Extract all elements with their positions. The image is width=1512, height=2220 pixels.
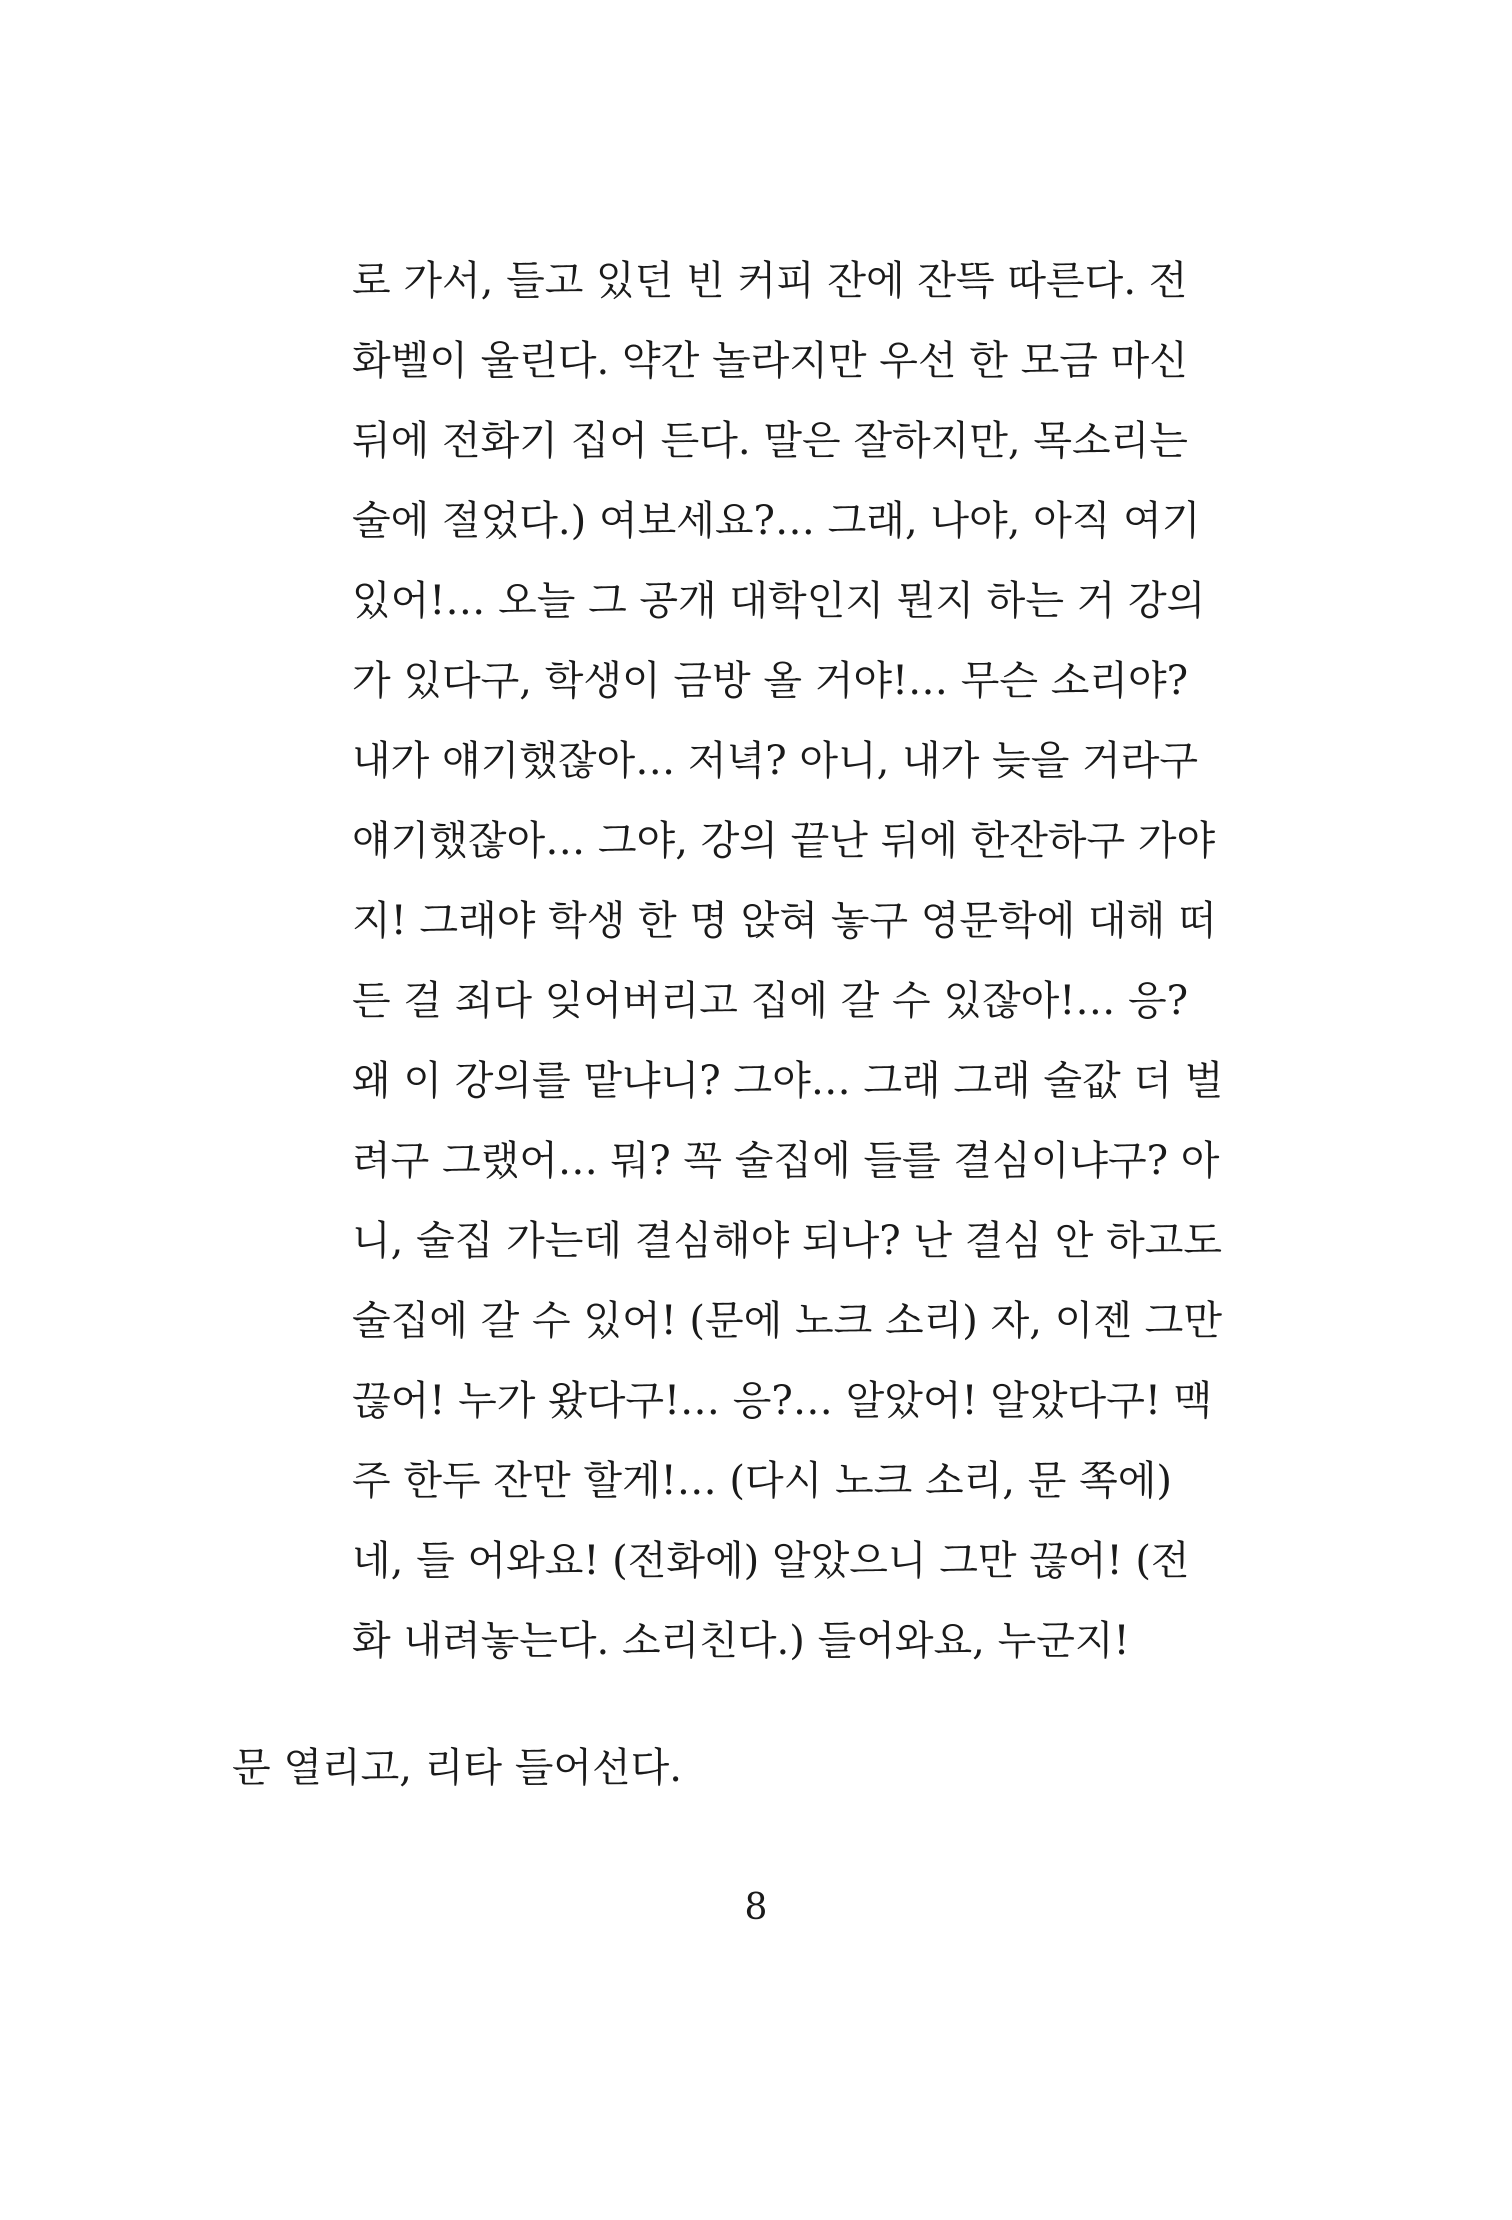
text-line: 얘기했잖아… 그야, 강의 끝난 뒤에 한잔하구 가야 <box>352 818 1216 864</box>
text-line: 려구 그랬어… 뭐? 꼭 술집에 들를 결심이냐구? 아 <box>352 1138 1220 1184</box>
text-line: 가 있다구, 학생이 금방 올 거야!… 무슨 소리야? <box>352 658 1189 704</box>
text-line: 술에 절었다.) 여보세요?… 그래, 나야, 아직 여기 <box>352 498 1201 544</box>
text-line: 네, 들 어와요! (전화에) 알았으니 그만 끊어! (전 <box>352 1538 1190 1584</box>
text-line: 로 가서, 들고 있던 빈 커피 잔에 잔뜩 따른다. 전 <box>352 258 1188 304</box>
text-line: 지! 그래야 학생 한 명 앉혀 놓구 영문학에 대해 떠 <box>352 898 1217 944</box>
text-line: 술집에 갈 수 있어! (문에 노크 소리) 자, 이젠 그만 <box>352 1298 1222 1344</box>
stage-direction: 문 열리고, 리타 들어선다. <box>232 1745 682 1791</box>
dialogue-paragraph <box>352 241 1224 1681</box>
page-number: 8 <box>744 1887 768 1928</box>
text-line: 주 한두 잔만 할게!… (다시 노크 소리, 문 쪽에) <box>352 1458 1172 1504</box>
text-line: 내가 얘기했잖아… 저녁? 아니, 내가 늦을 거라구 <box>352 738 1198 784</box>
text-line: 화 내려놓는다. 소리친다.) 들어와요, 누군지! <box>352 1618 1130 1664</box>
text-line: 뒤에 전화기 집어 든다. 말은 잘하지만, 목소리는 <box>352 418 1188 464</box>
text-line: 있어!… 오늘 그 공개 대학인지 뭔지 하는 거 강의 <box>352 578 1206 624</box>
text-line: 니, 술집 가는데 결심해야 되나? 난 결심 안 하고도 <box>352 1218 1223 1264</box>
text-line: 화벨이 울린다. 약간 놀라지만 우선 한 모금 마신 <box>352 338 1188 384</box>
text-line: 든 걸 죄다 잊어버리고 집에 갈 수 있잖아!… 응? <box>352 978 1189 1024</box>
text-line: 왜 이 강의를 맡냐니? 그야… 그래 그래 술값 더 벌 <box>352 1058 1224 1104</box>
text-line: 끊어! 누가 왔다구!… 응?… 알았어! 알았다구! 맥 <box>352 1378 1213 1424</box>
